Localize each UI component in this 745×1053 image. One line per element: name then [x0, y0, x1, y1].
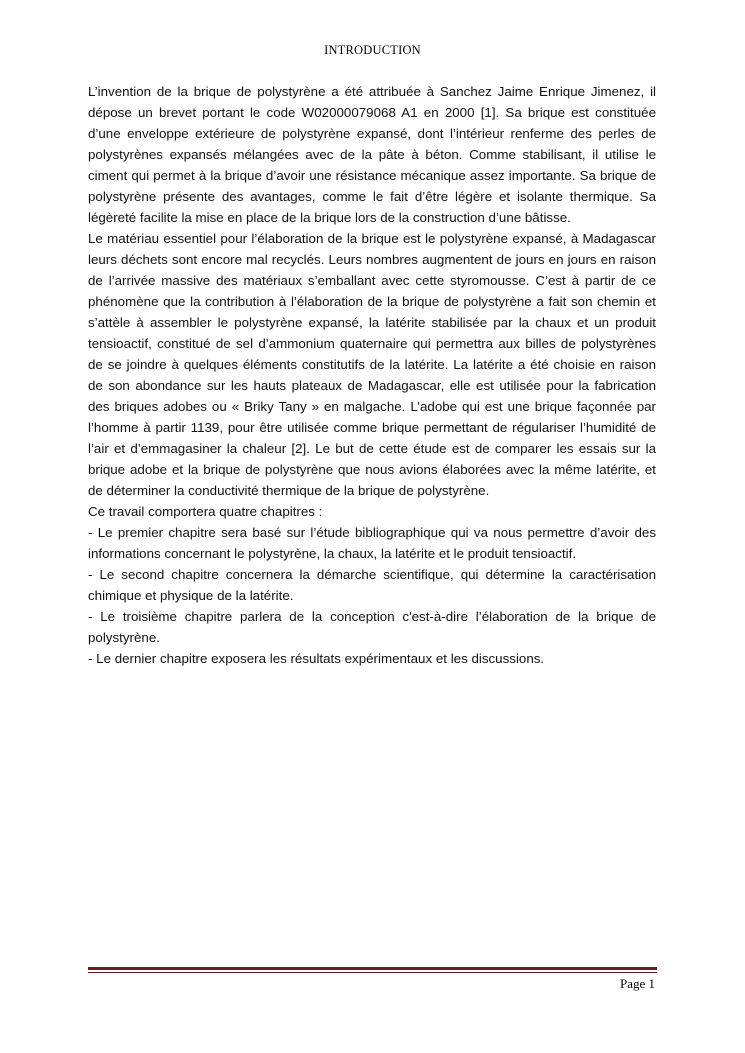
paragraph-chapter-3: - Le troisième chapitre parlera de la conception c'est-à-dire l’élaboration de la brique de polystyrène. — [88, 609, 656, 645]
page-number: Page 1 — [619, 976, 655, 991]
page-header-title: INTRODUCTION — [324, 43, 421, 57]
paragraph-chapter-1: - Le premier chapitre sera basé sur l’étude bibliographique qui va nous permettre d’avoir des informations concernant le polystyrène, la chaux, la latérite et le produit tensioactif. — [88, 525, 656, 561]
paragraph-invention: L’invention de la brique de polystyrène a été attribuée à Sanchez Jaime Enrique Jimenez, il dépose un brevet portant le code W02000079068 A1 en 2000 [1]. Sa brique est constituée d’une enveloppe extérieure de polystyrène expansé, dont l’intérieur renferme des perles de polystyrènes expansés mélangées avec de la pâte à béton. Comme stabilisant, il utilise le ciment qui permet à la brique d’avoir une résistance mécanique assez importante. Sa brique de polystyrène présente des avantages, comme le fait d’être légère et isolante thermique. Sa légèreté facilite la mise en place de la brique lors de la construction d’une bâtisse. — [88, 84, 656, 225]
footer-rule — [88, 967, 657, 970]
footer-rule-thin — [88, 972, 657, 973]
paragraph-chapter-2: - Le second chapitre concernera la démarche scientifique, qui détermine la caractérisation chimique et physique de la latérite. — [88, 567, 656, 603]
paragraph-material: Le matériau essentiel pour l’élaboration de la brique est le polystyrène expansé, à Madagascar leurs déchets sont encore mal recyclés. Leurs nombres augmentent de jours en jours en raison de l’arrivée massive des matériaux s’emballant avec cette styromousse. C’est à partir de ce phénomène que la contribution à l’élaboration de la brique de polystyrène a fait son chemin et s’attèle à assembler le polystyrène expansé, la latérite stabilisée par la chaux et un produit tensioactif, constitué de sel d’ammonium quaternaire qui permettra aux billes de polystyrènes de se joindre à quelques éléments constitutifs de la latérite. La latérite a été choisie en raison de son abondance sur les hauts plateaux de Madagascar, elle est utilisée pour la fabrication des briques adobes ou « Briky Tany » en malgache. L’adobe qui est une brique façonnée par l’homme à partir 1139, pour être utilisée comme brique permettant de régulariser l’humidité de l’air et d’emmagasiner la chaleur [2]. Le but de cette étude est de comparer les essais sur la brique adobe et la brique de polystyrène que nous avions élaborées avec la même latérite, et de déterminer la conductivité thermique de la brique de polystyrène. — [88, 231, 656, 498]
paragraph-chapter-4: - Le dernier chapitre exposera les résultats expérimentaux et les discussions. — [88, 651, 545, 666]
paragraph-chapters-intro: Ce travail comportera quatre chapitres : — [88, 504, 323, 519]
document-body — [88, 81, 656, 669]
